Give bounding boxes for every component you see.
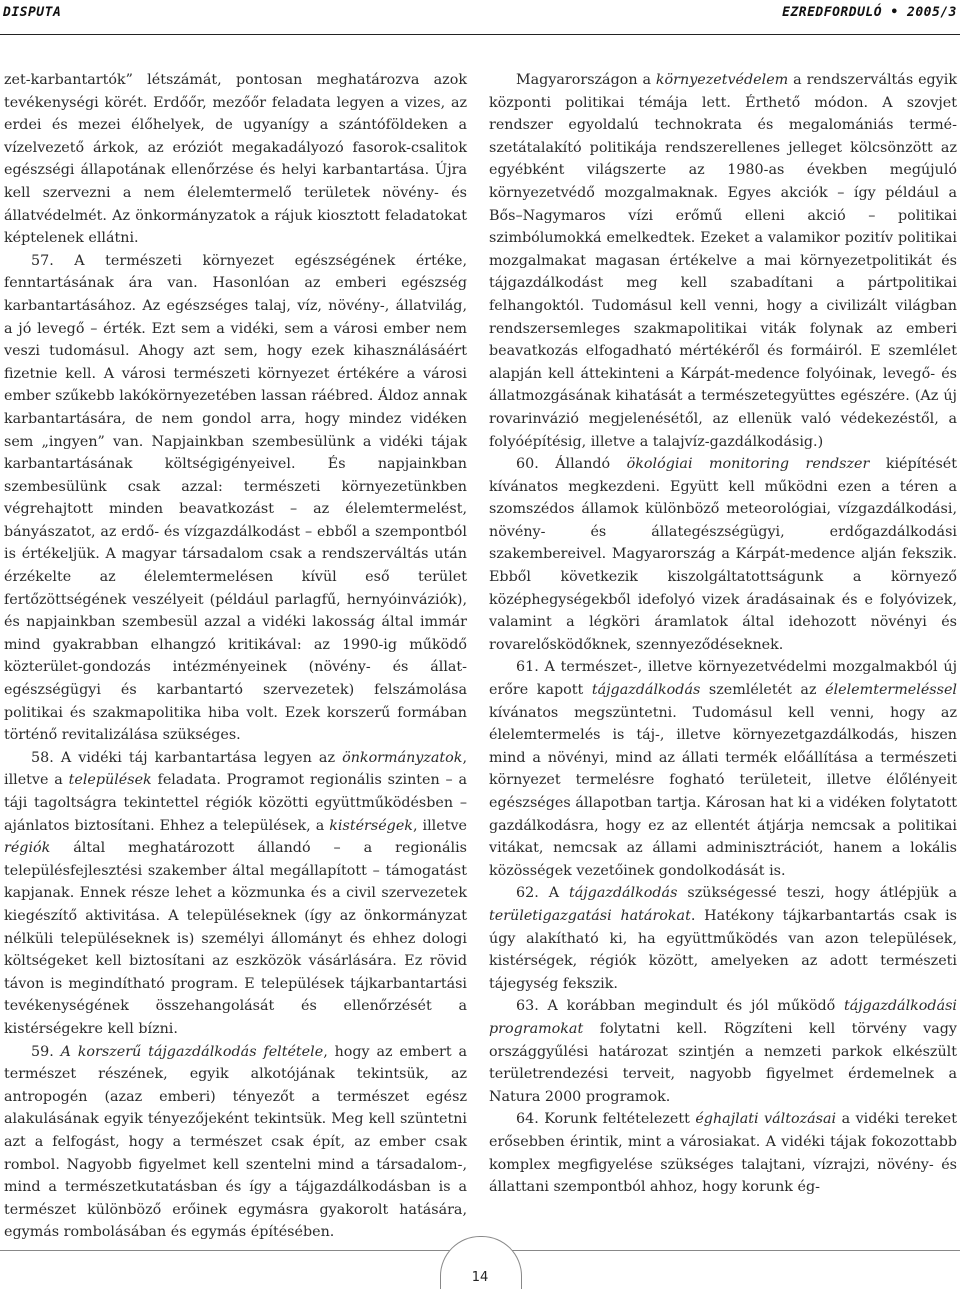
- paragraph: [4, 250, 467, 747]
- emphasized-text: önkormányzatok: [342, 749, 463, 766]
- text-run: 60. Állandó: [516, 456, 627, 473]
- text-run: , illetve: [412, 817, 467, 834]
- emphasized-text: területigazgatási határokat: [489, 907, 691, 924]
- text-run: 58. A vidéki táj karbantartása legyen az: [31, 749, 343, 766]
- text-run: Magyarországon a: [516, 72, 656, 88]
- text-run: kívánatos megszüntetni. Tudomásul kell venni, hogy az élelemtermelés is táj-, illetve környezetgazdálkodás, hiszen mind a növényi, mind az állati termék előállítása a természeti környezet termelésre fogható területeit, illetve élőlényeit egészséges állapotban tartja. Károsan hat ki a vidéken folytatott gazdálkodásra, hogy ez az ellentét átjárja nemcsak a politikai vitákat, nemcsak az állami adminisztrációt, hanem a lokális közösségek vezetőinek gondolkodását is.: [489, 704, 957, 879]
- text-run: , illetve a: [4, 749, 467, 789]
- text-run: kiépítését kívánatos megkezdeni. Együtt kell működni ezen a téren a szomszédos államok különböző meteorológiai, vízgazdálkodási, növény- és állategészségügyi, erdőgazdálkodási szakembereivel. Magyarország a Kárpát-medence alján fekszik. Ebből következik kiszolgáltatottságunk a környező középhegységekből idefolyó vizek áradásainak és e folyóvizek, valamint a légköri áramlatok által idehozott növényi és rovarelősködőknek, szennyeződéseknek.: [489, 456, 957, 653]
- emphasized-text: régiók: [4, 840, 51, 857]
- journal-section-label: DISPUTA: [3, 5, 62, 20]
- paragraph: [4, 747, 467, 1041]
- text-run: 63. A korábban megindult és jól működő: [516, 998, 844, 1015]
- emphasized-text: tájgazdálkodási programokat: [489, 998, 957, 1037]
- text-run: által meghatározott állandó – a regionális településfejlesztési szakember által megállapított – támogatást kapjanak. Ennek része lehet a közmunka és a civil szervezetek kiegészítő aktivitása. A településeknek (így az önkormányzat nélküli településeknek is) személyi állományt és ehhez dologi költségeket kell biztosítani az eszközök vásárlására. Ez rövid távon is megindítható program. E települések tájkarbantartási tevékenységének összehangolását és ellenőrzését a kistérségekre kell bízni.: [4, 840, 467, 1037]
- emphasized-text: A korszerű tájgazdálkodás feltétele: [60, 1043, 324, 1060]
- text-run: 59.: [31, 1043, 61, 1060]
- text-run: szükségessé teszi, hogy átlépjük a: [677, 885, 957, 902]
- page-number: 14: [471, 1270, 489, 1285]
- text-run: a vidéki tereket erősebben érintik, mint a városiakat. A vidéki tájak fokozottabb komplex megfigyelése szükséges talajtani, vízrajzi, növény- és állattani szempontból ahhoz, hogy korunk ég-: [489, 1111, 957, 1196]
- text-run: 64. Korunk feltételezett: [516, 1111, 696, 1128]
- emphasized-text: települések: [68, 772, 152, 789]
- text-run: 61. A természet-, illetve környezetvédelmi mozgalmakból új erőre kapott: [489, 659, 957, 699]
- text-run: . Hatékony tájkarbantartás csak is úgy alakítható ki, ha együttműködés van azon települések, kistérségek, régiók között, amelyeken az adott természeti tájegység fekszik.: [489, 907, 957, 992]
- paragraph: [4, 1041, 467, 1244]
- paragraph: [489, 69, 957, 453]
- paragraph: [489, 882, 957, 995]
- paragraph: [489, 995, 957, 1108]
- text-run: feladata. Programot regionális szinten – a táji tagoltságra tekintettel régiók közötti együttműködésben – ajánlatos biztosítani. Ehhez a települések, a: [4, 772, 467, 834]
- emphasized-text: tájgazdálkodás: [568, 885, 678, 902]
- emphasized-text: tájgazdálkodás: [591, 682, 701, 699]
- emphasized-text: ökológiai monitoring rendszer: [626, 456, 870, 473]
- text-run: folytatni kell. Rögzíteni kell törvény vagy országgyűlési határozat szintjén a nemzeti parkok elkészült területrendezési terveit, nagyobb figyelmet érdemelnek a Natura 2000 programok.: [489, 1020, 957, 1105]
- emphasized-text: környezetvédelem: [655, 72, 789, 88]
- text-run: szemléletét az: [700, 682, 826, 699]
- text-run: 57. A természeti környezet egészségének értéke, fenntartásának ára van. Hasonlóan az emberi egészség karbantartásához. Az egészséges talaj, víz, növény-, állatvilág, a jó levegő – érték. Ezt sem a vidéki, sem a városi ember nem veszi tudomásul. Ahogy azt sem, hogy ezek kihasználásáért fizetnie kell. A városi természeti környezet értékére a városi ember szűkebb lakókörnyezetében lassan ráébred. Áldoz annak karbantartására, de nem gondol arra, hogy mindez vidéken sem „ingyen” van. Napjainkban szembesülünk a vidéki tájak karbantartásának költségigényeivel. És napjainkban szembesülünk csak azzal: természeti környezetünkben végrehajtott minden beavatkozást – az élelemtermelést, bányászatot, az erdő- és vízgazdálkodást – ebből a szempontból is értékeljük. A magyar társadalom csak a rendszerváltás után érzékelte az élelemtermelésen kívül eső terület fertőzöttségének veszélyeit (például parlagfű, hernyóinváziók), és napjainkban szembesül azzal a vidéki lakosság által immár mind gyakrabban elhangzó kritikával: az 1990-ig működő közterület-gondozás intézményeinek (növény- és állat-egészségügyi és karbantartó szervezetek) felszámolása politikai és szakmapolitika hiba volt. Ezek korszerű formában történő revitalizálása szükséges.: [4, 252, 467, 744]
- left-text-column: [4, 69, 467, 1244]
- text-run: 62. A: [516, 885, 569, 902]
- text-run: , hogy az embert a természet részének, egyik alkotójának tekintsük, az antropogén (azaz emberi) tényezőt a természet egész alakulásának egyik tényezőjeként tekintsük. Meg kell szüntetni azt a felfogást, hogy a természet csak épít, az ember csak rombol. Nagyobb figyelmet kell szentelni mind a társadalom-, mind a természetkutatásban és így a tájgazdálkodásban is a természet különböző erőinek egymásra gyakorolt hatására, egymás rombolásában és egymás építésében.: [4, 1043, 467, 1241]
- paragraph: [489, 656, 957, 882]
- paragraph: [4, 69, 467, 250]
- emphasized-text: éghajlati változásai: [695, 1111, 837, 1128]
- text-run: zet-karbantartók” létszámát, pontosan meghatározva azok tevékenységi körét. Erdőőr, mezőőr feladata legyen a vizes, az erdei és mezei élőhelyek, de ugyanígy a szántóföldeken a vízelvezető árkok, az eróziót megakadályozó fasorok-csalitok egészségi állapotának ellenőrzése és helyi karbantartása. Újra kell szervezni a nem élelemtermelő területek növény- és állatvédelmét. Az önkormányzatok a rájuk kiosztott feladatokat képtelenek ellátni.: [4, 72, 467, 247]
- emphasized-text: élelemtermeléssel: [825, 682, 957, 699]
- right-text-column: [489, 69, 957, 1199]
- paragraph: [489, 1108, 957, 1198]
- header-rule: [0, 34, 960, 35]
- paragraph: [489, 453, 957, 656]
- text-run: a rendszerváltás egyik központi politikai témája lett. Érthető módon. A szovjet rendszer egyoldalú technokrata és megalomániás természetátalakító politikája rendszerellenes jelleget kölcsönzött az egyébként világszerte az 1980-as években megújuló környezetvédő mozgalmaknak. Egyes akciók – így például a Bős–Nagymaros vízi erőmű elleni akció – politikai szimbólumokká emelkedtek. Ezeket a valamikor pozitív politikai mozgalmakat magasan értékelve a mai környezetpolitikát és tájgazdálkodást meg kell szabadítani a pártpolitikai felhangoktól. Tudomásul kell venni, hogy a civilizált világban rendszersemleges szakmapolitikai viták folynak az emberi beavatkozás elfogadható mértékéről és formáiról. E szemlélet alapján kell áttekinteni a Kárpát-medence folyóinak, levegő- és állatmozgásának kihatását a természetegyüttes egészére. (Az új rovarinvázió megjelenésétől, az ellenük való védekezéstől, a folyóépítésig, illetve a talajvíz-gazdálkodásig.): [489, 72, 957, 450]
- emphasized-text: kistérségek: [329, 817, 413, 834]
- journal-issue-label: EZREDFORDULÓ • 2005/3: [782, 5, 957, 20]
